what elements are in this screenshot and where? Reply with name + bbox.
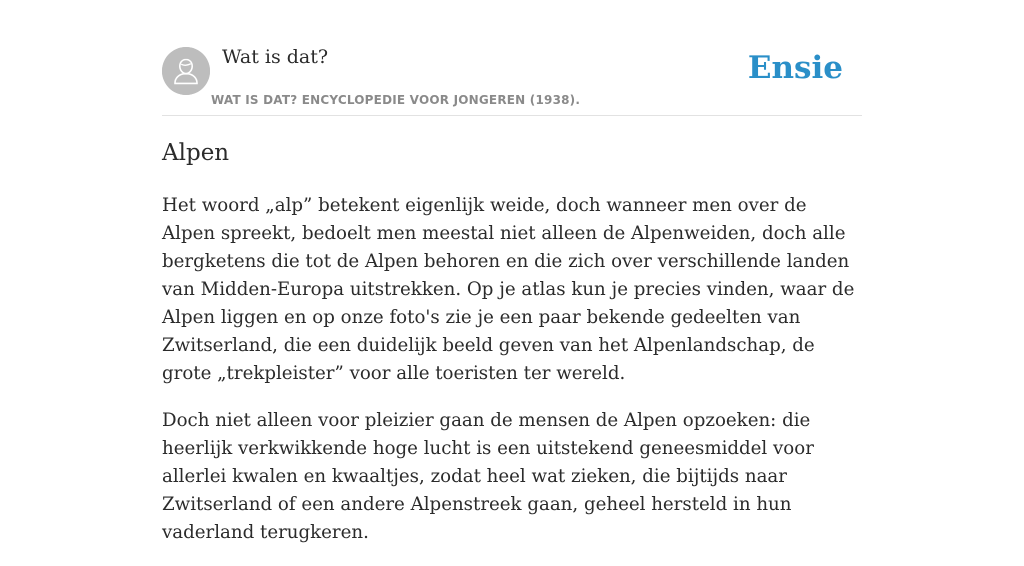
user-silhouette-icon <box>162 47 210 95</box>
article-paragraph: Het woord „alp” betekent eigenlijk weide, doch wanneer men over de Alpen spreekt, bedoelt men meestal niet alleen de Alpenweiden, doch alle bergketens die tot de Alpen behoren en die zich over verschillende landen van Midden-Europa uitstrekken. Op je atlas kun je precies vinden, waar de Alpen liggen en op onze foto's zie je een paar bekende gedeelten van Zwitserland, die een duidelijk beeld geven van het Alpenlandschap, de grote „trekpleister” voor alle toeristen ter wereld. <box>162 195 855 384</box>
ensie-logo[interactable]: Ensie <box>747 50 843 86</box>
author-avatar[interactable] <box>162 47 210 95</box>
author-name[interactable]: Wat is dat? <box>222 46 329 68</box>
source-label: WAT IS DAT? ENCYCLOPEDIE VOOR JONGEREN (1938). <box>211 93 581 107</box>
page <box>162 0 862 543</box>
article-body <box>162 192 862 566</box>
header <box>162 0 862 116</box>
article-paragraph: Doch niet alleen voor pleizier gaan de mensen de Alpen opzoeken: die heerlijk verkwikkende hoge lucht is een uitstekend geneesmiddel voor allerlei kwalen en kwaaltjes, zodat heel wat zieken, die bijtijds naar Zwitserland of een andere Alpenstreek gaan, geheel hersteld in hun vaderland terugkeren. <box>162 410 814 543</box>
article-title: Alpen <box>162 140 230 166</box>
